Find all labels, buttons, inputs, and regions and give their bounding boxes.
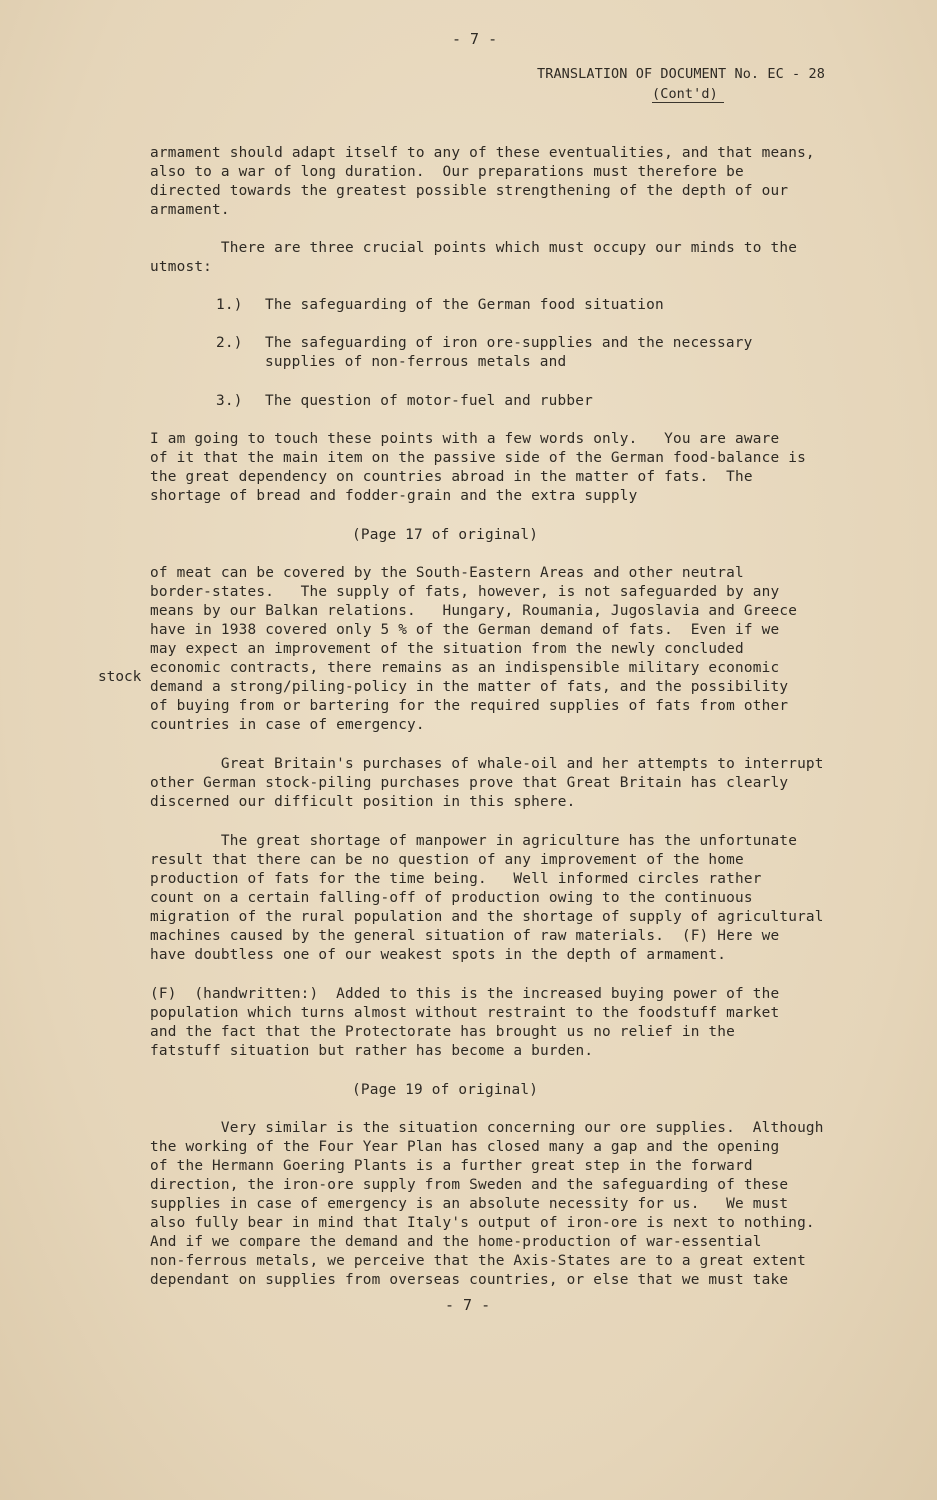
p8-line-2: the working of the Four Year Plan has closed many a gap and the opening — [150, 1139, 780, 1155]
p3-line-4: shortage of bread and fodder-grain and the extra supply — [150, 488, 638, 504]
p3-line-3: the great dependency on countries abroad in the matter of fats. The — [150, 469, 753, 485]
p6-line-2: result that there can be no question of any improvement of the home — [150, 852, 744, 868]
p6-line-7: have doubtless one of our weakest spots in the depth of armament. — [150, 947, 727, 963]
p8-line-9: dependant on supplies from overseas countries, or else that we must take — [150, 1272, 789, 1288]
p7-line-3: and the fact that the Protectorate has brought us no relief in the — [150, 1024, 736, 1040]
p5-line-2: other German stock-piling purchases prove that Great Britain has clearly — [150, 775, 789, 791]
p1-line-1: armament should adapt itself to any of these eventualities, and that means, — [150, 145, 815, 161]
list-1-number: 1.) — [216, 297, 243, 313]
continued-label: (Cont'd) — [652, 86, 724, 103]
p8-line-1: Very similar is the situation concerning our ore supplies. Although — [150, 1120, 824, 1136]
p4-line-4: have in 1938 covered only 5 % of the German demand of fats. Even if we — [150, 622, 780, 638]
p6-line-1: The great shortage of manpower in agriculture has the unfortunate — [150, 833, 798, 849]
p8-line-7: And if we compare the demand and the home-production of war-essential — [150, 1234, 762, 1250]
p5-line-1: Great Britain's purchases of whale-oil and her attempts to interrupt — [150, 756, 824, 772]
p4-line-6: economic contracts, there remains as an indispensible military economic — [150, 660, 780, 676]
p4-line-9: countries in case of emergency. — [150, 717, 425, 733]
p4-line-2: border-states. The supply of fats, however, is not safeguarded by any — [150, 584, 780, 600]
p6-line-5: migration of the rural population and the shortage of supply of agricultural — [150, 909, 824, 925]
list-2-text-2: supplies of non-ferrous metals and — [265, 354, 567, 370]
p6-line-6: machines caused by the general situation of raw materials. (F) Here we — [150, 928, 780, 944]
p4-line-5: may expect an improvement of the situation from the newly concluded — [150, 641, 744, 657]
p7-line-4: fatstuff situation but rather has become a burden. — [150, 1043, 594, 1059]
page-number-top: - 7 - — [452, 30, 498, 48]
p6-line-4: count on a certain falling-off of production owing to the continuous — [150, 890, 753, 906]
document-reference: TRANSLATION OF DOCUMENT No. EC - 28 — [537, 66, 825, 82]
p7-line-2: population which turns almost without restraint to the foodstuff market — [150, 1005, 780, 1021]
p1-line-3: directed towards the greatest possible strengthening of the depth of our — [150, 183, 789, 199]
list-3-text: The question of motor-fuel and rubber — [265, 393, 593, 409]
margin-note: stock — [98, 669, 142, 685]
p8-line-8: non-ferrous metals, we perceive that the Axis-States are to a great extent — [150, 1253, 806, 1269]
p8-line-3: of the Hermann Goering Plants is a further great step in the forward — [150, 1158, 753, 1174]
p7-line-1: (F) (handwritten:) Added to this is the increased buying power of the — [150, 986, 780, 1002]
p2-line-2: utmost: — [150, 259, 213, 275]
p2-line-1: There are three crucial points which must occupy our minds to the — [150, 240, 798, 256]
list-1-text: The safeguarding of the German food situation — [265, 297, 664, 313]
page-19-marker: (Page 19 of original) — [352, 1082, 539, 1098]
p5-line-3: discerned our difficult position in this sphere. — [150, 794, 576, 810]
p8-line-6: also fully bear in mind that Italy's output of iron-ore is next to nothing. — [150, 1215, 815, 1231]
page-number-bottom: - 7 - — [445, 1296, 491, 1314]
p4-line-7: demand a strong/piling-policy in the matter of fats, and the possibility — [150, 679, 789, 695]
list-2-text-1: The safeguarding of iron ore-supplies and the necessary — [265, 335, 753, 351]
p3-line-1: I am going to touch these points with a few words only. You are aware — [150, 431, 780, 447]
list-2-number: 2.) — [216, 335, 243, 351]
p8-line-5: supplies in case of emergency is an absolute necessity for us. We must — [150, 1196, 789, 1212]
p1-line-4: armament. — [150, 202, 230, 218]
p3-line-2: of it that the main item on the passive side of the German food-balance is — [150, 450, 806, 466]
p4-line-3: means by our Balkan relations. Hungary, Roumania, Jugoslavia and Greece — [150, 603, 798, 619]
page-17-marker: (Page 17 of original) — [352, 527, 539, 543]
p8-line-4: direction, the iron-ore supply from Sweden and the safeguarding of these — [150, 1177, 789, 1193]
p4-line-8: of buying from or bartering for the required supplies of fats from other — [150, 698, 789, 714]
p1-line-2: also to a war of long duration. Our preparations must therefore be — [150, 164, 744, 180]
p4-line-1: of meat can be covered by the South-Eastern Areas and other neutral — [150, 565, 744, 581]
p6-line-3: production of fats for the time being. Well informed circles rather — [150, 871, 762, 887]
list-3-number: 3.) — [216, 393, 243, 409]
